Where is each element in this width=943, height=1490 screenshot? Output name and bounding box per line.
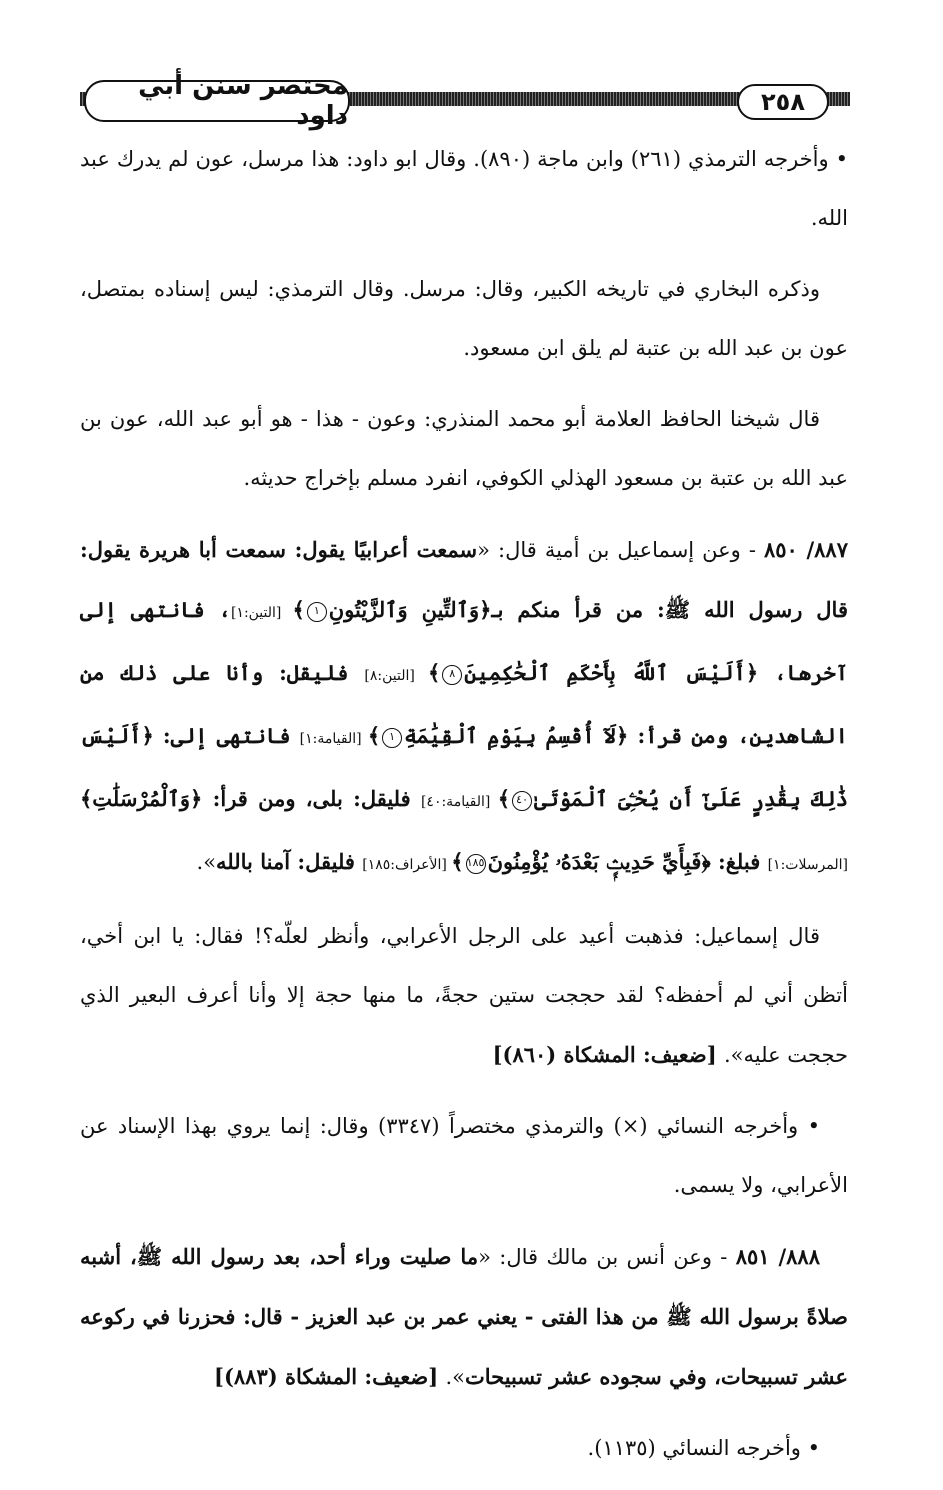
hadith-888-close: ».	[445, 1365, 465, 1389]
hadith-888-intro: - وعن أنس بن مالك قال: «	[478, 1245, 736, 1269]
page-header	[80, 71, 850, 131]
quran-verse-1: ﴿وَٱلتِّينِ وَٱلزَّيْتُونِ	[328, 597, 492, 622]
paragraph-takhrij-2: • وأخرجه النسائي (×) والترمذي مختصراً (٣٣٤٧) وقال: إنما يروي بهذا الإسناد عن الأعرابي، ولا يسمى.	[80, 1114, 848, 1197]
paragraph-ismail-note	[80, 907, 848, 1085]
hadith-888-number: ٨٨٨/ ٨٥١	[735, 1244, 820, 1269]
paragraph-mundhiri-note: قال شيخنا الحافظ العلامة أبو محمد المنذري: وعون - هذا - هو أبو عبد الله، عون بن عبد الله بن عتبة بن مسعود الهذلي الكوفي، انفرد مسلم بإخراج حديثه.	[80, 407, 848, 490]
hadith-887	[80, 520, 848, 895]
quran-verse-2-end: ﴾	[427, 660, 441, 685]
hadith-887-intro: - وعن إسماعيل بن أمية قال: «	[477, 538, 764, 562]
quran-verse-6-end: ﴾	[451, 849, 464, 874]
quran-verse-4-end: ﴾	[497, 786, 511, 811]
hadith-887-text-4: فانتهى إلى:	[153, 723, 300, 748]
verse-ref-4: [القيامة:٤٠]	[420, 794, 498, 810]
book-title-text: مختصر سنن أبي داود	[138, 71, 348, 131]
hadith-887-text-1: سمعت أعرابيًا يقول: سمعت أبا هريرة يقول: قال رسول الله ﷺ: من قرأ منكم بـ	[80, 537, 848, 622]
quran-verse-2: ﴿أَلَيْسَ ٱللَّهُ بِأَحْكَمِ ٱلْحَٰكِمِينَ	[464, 660, 759, 685]
grade-888: [ضعيف: المشكاة (٨٨٣)]	[214, 1364, 446, 1389]
hadith-887-text-2: ، فانتهى إلى آخرها،	[80, 597, 849, 685]
grade-887: [ضعيف: المشكاة (٨٦٠)]	[492, 1042, 724, 1067]
quran-verse-1-end: ﴾	[292, 597, 305, 622]
quran-verse-5: ﴿وَٱلْمُرْسَلَٰتِ﴾	[80, 786, 203, 811]
ayah-number-4: ٤٠	[512, 791, 532, 811]
verse-ref-5: [المرسلات:١]	[767, 857, 848, 873]
hadith-887-text-7: فليقل: آمنا بالله	[216, 849, 363, 874]
ayah-number-3: ١	[382, 728, 402, 748]
book-title	[84, 71, 350, 131]
ayah-number-2: ٨	[442, 665, 462, 685]
paragraph-takhrij-3: • وأخرجه النسائي (١١٣٥).	[587, 1436, 820, 1460]
hadith-887-text-5: فليقل: بلى، ومن قرأ:	[202, 786, 421, 811]
hadith-887-number: ٨٨٧/ ٨٥٠	[763, 537, 848, 562]
quran-verse-6: ﴿فَبِأَيِّ حَدِيثٍۭ بَعْدَهُۥ يُؤْمِنُونَ	[487, 849, 711, 874]
hadith-887-text-3: فليقل: وأنا على ذلك من الشاهدين، ومن قرأ:	[80, 660, 848, 748]
hadith-888	[80, 1227, 848, 1407]
ayah-number-1: ١	[307, 602, 327, 622]
page-number	[737, 84, 829, 120]
hadith-887-text-6: فبلغ:	[710, 849, 768, 874]
hadith-887-close: ».	[196, 850, 217, 874]
page-body	[80, 130, 848, 1490]
quran-verse-3: ﴿لَآ أُقْسِمُ بِيَوْمِ ٱلْقِيَٰمَةِ	[404, 723, 629, 748]
verse-ref-1: [التين:١]	[230, 605, 293, 621]
ismail-note-text: قال إسماعيل: فذهبت أعيد على الرجل الأعرابي، وأنظر لعلّه؟! فقال: يا ابن أخي، أتظن أني لم أحفظه؟ لقد حججت ستين حجةً، ما منها حجة إلا وأنا أعرف البعير الذي حججت عليه».	[80, 924, 848, 1067]
paragraph-bukhari-note: وذكره البخاري في تاريخه الكبير، وقال: مرسل. وقال الترمذي: ليس إسناده بمتصل، عون بن عبد الله بن عتبة لم يلق ابن مسعود.	[80, 277, 848, 360]
verse-ref-2: [التين:٨]	[364, 668, 428, 684]
paragraph-takhrij-1: • وأخرجه الترمذي (٢٦١) وابن ماجة (٨٩٠). وقال ابو داود: هذا مرسل، عون لم يدرك عبد الله.	[80, 147, 848, 230]
quran-verse-3-end: ﴾	[367, 723, 381, 748]
verse-ref-3: [القيامة:١]	[299, 731, 368, 747]
quran-verse-4: ﴿أَلَيْسَ ذَٰلِكَ بِقَٰدِرٍ عَلَىٰٓ أَن يُحْـِۧىَ ٱلْمَوْتَىٰ	[80, 723, 848, 811]
verse-ref-6: [الأعراف:١٨٥]	[362, 857, 452, 873]
hadith-888-text: ما صليت وراء أحد، بعد رسول الله ﷺ، أشبه صلاةً برسول الله ﷺ من هذا الفتى - يعني عمر بن عبد العزيز - قال: فحزرنا في ركوعه عشر تسبيحات، وفي سجوده عشر تسبيحات	[80, 1244, 848, 1389]
ayah-number-6: ١٨٥	[466, 854, 486, 874]
page-number-text: ٢٥٨	[761, 88, 805, 116]
